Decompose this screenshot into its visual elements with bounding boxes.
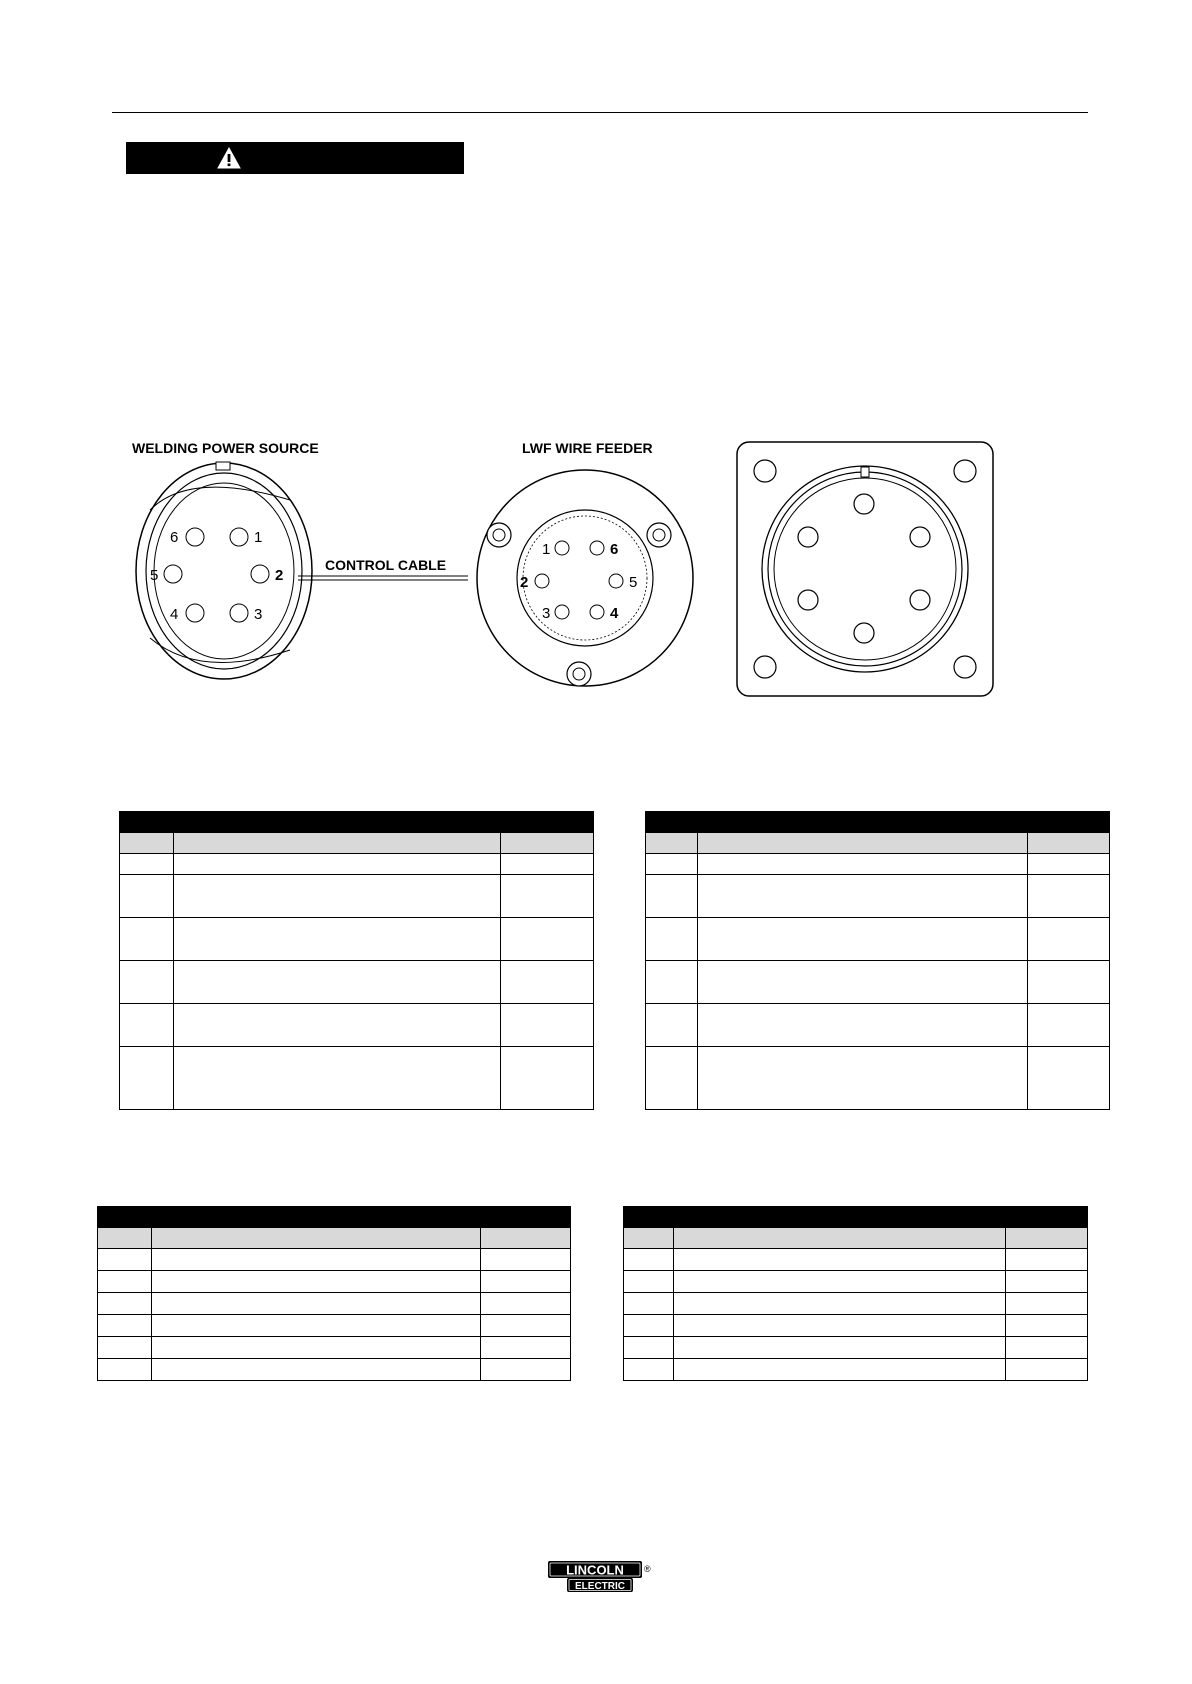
pin-table-2: [645, 811, 1110, 1110]
power-source-label: WELDING POWER SOURCE: [132, 440, 319, 456]
pin-table-1: [119, 811, 594, 1110]
table-header-row: [646, 833, 1110, 854]
logo-text-top: LINCOLN: [566, 1562, 624, 1578]
table-row: [646, 961, 1110, 1004]
wire-feeder-label: LWF WIRE FEEDER: [522, 440, 653, 456]
warning-banner: [126, 142, 464, 174]
mounting-hole: [647, 523, 671, 547]
table-row: [624, 1315, 1088, 1337]
pin-table-3: [97, 1206, 571, 1381]
table-row: [624, 1271, 1088, 1293]
pin-label: 2: [275, 567, 284, 584]
mounting-hole: [754, 460, 776, 482]
pin-3: [230, 604, 248, 622]
table-row: [646, 1004, 1110, 1047]
pin-label: 5: [629, 574, 638, 591]
pin-4: [590, 605, 604, 619]
connector-diagram: [120, 430, 1020, 706]
table-header-row: [120, 833, 594, 854]
table-row: [624, 1293, 1088, 1315]
table-row: [624, 1359, 1088, 1381]
table-row: [646, 918, 1110, 961]
table-header-row: [624, 1228, 1088, 1249]
control-cable-label: CONTROL CABLE: [325, 557, 447, 573]
table-title-row: [98, 1207, 571, 1228]
socket-pin: [798, 590, 818, 610]
warning-triangle-icon: [216, 146, 242, 170]
pin-1: [230, 528, 248, 546]
table-row: [120, 918, 594, 961]
top-rule: [112, 112, 1088, 113]
table-row: [624, 1337, 1088, 1359]
pin-label: 6: [610, 541, 619, 558]
pin-label: 1: [254, 529, 263, 546]
table-row: [120, 1004, 594, 1047]
table-row: [120, 875, 594, 918]
pin-label: 3: [254, 606, 263, 623]
pin-2: [535, 574, 549, 588]
socket-pin: [910, 590, 930, 610]
mounting-hole: [754, 656, 776, 678]
logo-text-bottom: ELECTRIC: [575, 1581, 625, 1592]
mounting-hole: [954, 656, 976, 678]
table-row: [120, 961, 594, 1004]
socket-pin: [798, 527, 818, 547]
table-row: [646, 875, 1110, 918]
pin-4: [186, 604, 204, 622]
table-title-row: [120, 812, 594, 833]
pin-1: [555, 541, 569, 555]
square-flange-connector: [737, 442, 993, 696]
wire-feeder-socket: [477, 470, 693, 686]
table-row: [98, 1337, 571, 1359]
table-row: [646, 1047, 1110, 1110]
table-row: [98, 1315, 571, 1337]
pin-5: [164, 565, 182, 583]
table-row: [646, 854, 1110, 875]
pin-table-4: [623, 1206, 1088, 1381]
pin-6: [186, 528, 204, 546]
power-source-plug: [136, 462, 312, 679]
pin-5: [609, 574, 623, 588]
table-row: [120, 854, 594, 875]
table-row: [98, 1359, 571, 1381]
table-row: [98, 1271, 571, 1293]
table-header-row: [98, 1228, 571, 1249]
pin-label: 2: [520, 574, 529, 591]
pin-6: [590, 541, 604, 555]
table-row: [120, 1047, 594, 1110]
lincoln-electric-logo: [547, 1560, 655, 1594]
table-row: [624, 1249, 1088, 1271]
table-title-row: [646, 812, 1110, 833]
pin-label: 5: [150, 567, 159, 584]
mounting-hole: [487, 523, 511, 547]
pin-2: [251, 565, 269, 583]
registered-mark: ®: [644, 1564, 651, 1574]
pin-label: 4: [170, 606, 179, 623]
mounting-hole: [567, 662, 591, 686]
table-row: [98, 1249, 571, 1271]
table-row: [98, 1293, 571, 1315]
socket-pin: [910, 527, 930, 547]
socket-pin: [854, 623, 874, 643]
pin-3: [555, 605, 569, 619]
pin-label: 1: [542, 541, 551, 558]
pin-label: 3: [542, 605, 551, 622]
table-title-row: [624, 1207, 1088, 1228]
pin-label: 4: [610, 605, 619, 622]
mounting-hole: [954, 460, 976, 482]
pin-label: 6: [170, 529, 179, 546]
socket-pin: [854, 494, 874, 514]
